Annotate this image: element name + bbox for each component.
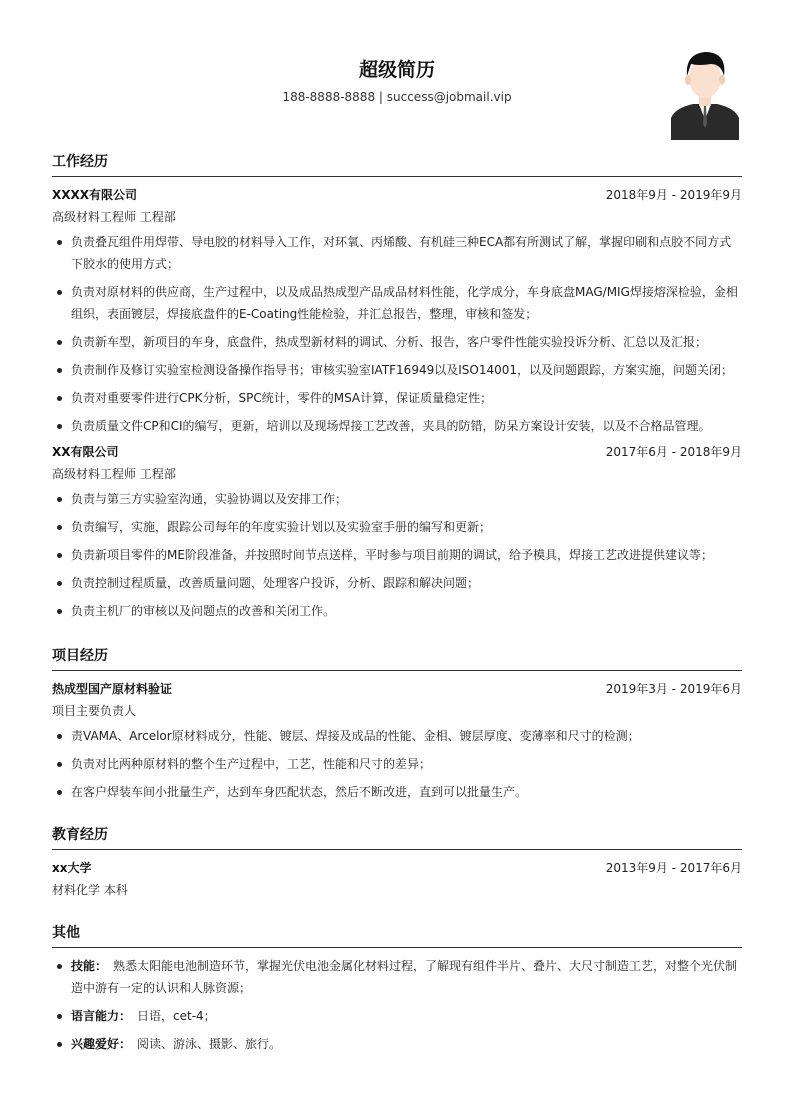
list-item: 语言能力： 日语，cet-4；	[52, 1005, 742, 1027]
work-entry	[52, 444, 742, 628]
item-label: 语言能力：	[71, 1009, 132, 1023]
list-item: 负责编写，实施，跟踪公司每年的年度实验计划以及实验室手册的编写和更新；	[52, 516, 742, 538]
bullet-icon	[57, 368, 62, 373]
bullet-icon	[57, 424, 62, 429]
bullet-icon	[57, 396, 62, 401]
company-name: XXXX有限公司	[52, 188, 138, 202]
bullet-icon	[57, 609, 62, 614]
bullet-icon	[57, 525, 62, 530]
bullet-icon	[57, 240, 62, 245]
other-section	[52, 922, 742, 1061]
list-item: 在客户焊装车间小批量生产，达到车身匹配状态，然后不断改进，直到可以批量生产。	[52, 781, 742, 803]
list-item: 负责新项目零件的ME阶段准备，并按照时间节点送样，平时参与项目前期的调试，给予模具，焊接工艺改进提供建议等；	[52, 544, 742, 566]
school-name: xx大学	[52, 861, 92, 875]
section-divider	[52, 670, 742, 671]
list-item: 责VAMA、Arcelor原材料成分，性能、镀层、焊接及成品的性能、金相、镀层厚度、变薄率和尺寸的检测；	[52, 725, 742, 747]
bullet-icon	[57, 1042, 62, 1047]
list-item: 负责新车型，新项目的车身，底盘件，热成型新材料的调试、分析、报告，客户零件性能实验投诉分析、汇总以及汇报；	[52, 331, 742, 353]
project-name: 热成型国产原材料验证	[52, 682, 173, 696]
company-name: XX有限公司	[52, 445, 119, 459]
bullet-icon	[57, 340, 62, 345]
bullet-icon	[57, 581, 62, 586]
list-item: 兴趣爱好： 阅读、游泳、摄影、旅行。	[52, 1033, 742, 1055]
list-item: 负责叠瓦组件用焊带、导电胶的材料导入工作，对环氧、丙烯酸、有机硅三种ECA都有所测试了解，掌握印刷和点胶不同方式下胶水的使用方式；	[52, 231, 742, 275]
bullet-icon	[57, 734, 62, 739]
bullet-icon	[57, 964, 62, 969]
bullet-icon	[57, 553, 62, 558]
section-divider	[52, 176, 742, 177]
entry-date: 2017年6月 - 2018年9月	[605, 445, 742, 459]
bullet-icon	[57, 290, 62, 295]
bullet-icon	[57, 1014, 62, 1019]
item-label: 兴趣爱好：	[71, 1037, 132, 1051]
contact-info: 188-8888-8888 | success@jobmail.vip	[282, 90, 512, 104]
list-item: 负责控制过程质量，改善质量问题，处理客户投诉，分析、跟踪和解决问题；	[52, 572, 742, 594]
list-item: 负责与第三方实验室沟通，实验协调以及安排工作；	[52, 488, 742, 510]
list-item: 负责制作及修订实验室检测设备操作指导书；审核实验室IATF16949以及ISO14001，以及问题跟踪，方案实施，问题关闭；	[52, 359, 742, 381]
project-entry	[52, 681, 742, 803]
job-role: 高级材料工程师 工程部	[52, 467, 176, 481]
major-degree: 材料化学 本科	[52, 883, 128, 897]
other-section-title: 其他	[52, 925, 80, 941]
project-section-title: 项目经历	[52, 648, 108, 664]
bullet-icon	[57, 497, 62, 502]
section-divider	[52, 849, 742, 850]
list-item: 负责对原材料的供应商，生产过程中，以及成品热成型产品成品材料性能，化学成分，车身底盘MAG/MIG焊接熔深检验，金相组织，表面镀层，焊接底盘件的E-Coating性能检验，并汇总报告，整理，审核和签发；	[52, 281, 742, 325]
list-item: 负责主机厂的审核以及问题点的改善和关闭工作。	[52, 600, 742, 622]
list-item: 负责质量文件CP和CI的编写，更新，培训以及现场焊接工艺改善，夹具的防错，防呆方案设计安装，以及不合格品管理。	[52, 415, 742, 437]
job-role: 高级材料工程师 工程部	[52, 210, 176, 224]
avatar	[671, 44, 739, 140]
project-section	[52, 645, 742, 809]
work-section-title: 工作经历	[52, 154, 108, 170]
list-item: 技能： 熟悉太阳能电池制造环节，掌握光伏电池金属化材料过程，了解现有组件半片、叠片、大尺寸制造工艺，对整个光伏制造中游有一定的认识和人脉资源；	[52, 955, 742, 999]
item-label: 技能：	[71, 959, 108, 973]
list-item: 负责对重要零件进行CPK分析，SPC统计，零件的MSA计算，保证质量稳定性；	[52, 387, 742, 409]
education-section	[52, 824, 742, 898]
section-divider	[52, 947, 742, 948]
entry-date: 2019年3月 - 2019年6月	[605, 682, 742, 696]
work-entry	[52, 187, 742, 437]
entry-date: 2013年9月 - 2017年6月	[605, 861, 742, 875]
entry-date: 2018年9月 - 2019年9月	[605, 188, 742, 202]
bullet-icon	[57, 762, 62, 767]
bullet-icon	[57, 790, 62, 795]
project-role: 项目主要负责人	[52, 704, 137, 718]
list-item: 负责对比两种原材料的整个生产过程中，工艺，性能和尺寸的差异；	[52, 753, 742, 775]
work-section	[52, 151, 742, 443]
resume-title: 超级简历	[358, 59, 435, 81]
education-section-title: 教育经历	[52, 827, 108, 843]
